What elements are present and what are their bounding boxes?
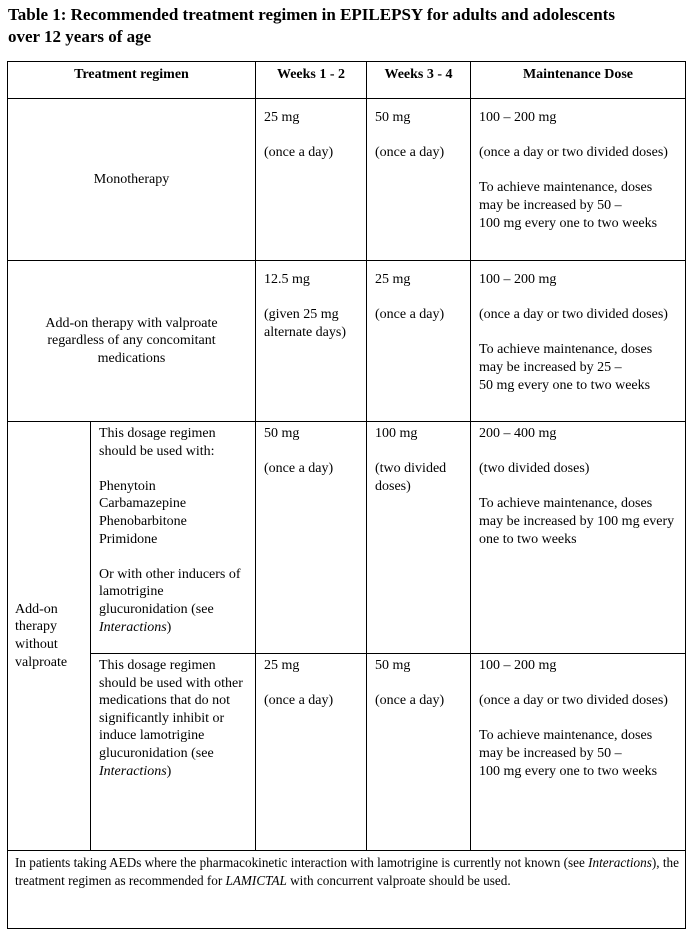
header-maintenance: Maintenance Dose (471, 62, 686, 99)
footnote: In patients taking AEDs where the pharmacokinetic interaction with lamotrigine is currently not known (see Interactions), the treatment regimen as recommended for LAMICTAL with concurrent valproate should be used. (8, 851, 686, 929)
maintenance-cell: 200 – 400 mg (two divided doses) To achieve maintenance, doses may be increased by 100 mg every one to two weeks (471, 422, 686, 654)
header-regimen: Treatment regimen (8, 62, 256, 99)
weeks-1-2-cell: 25 mg (once a day) (256, 654, 367, 851)
neutral-description: This dosage regimen should be used with other medications that do not significantly inhibit or induce lamotrigine glucuronidation (see Interactions) (91, 654, 256, 851)
table-row-footnote (8, 851, 686, 929)
table-row-neutral (8, 654, 686, 851)
weeks-3-4-cell: 25 mg (once a day) (367, 261, 471, 422)
header-weeks-3-4: Weeks 3 - 4 (367, 62, 471, 99)
header-row (8, 62, 686, 99)
table-row-inducers (8, 422, 686, 654)
regimen-table (7, 61, 686, 929)
header-weeks-1-2: Weeks 1 - 2 (256, 62, 367, 99)
inducer-drug-list (99, 478, 249, 548)
table-caption (8, 4, 688, 48)
list-item: Primidone (99, 531, 158, 547)
maintenance-cell: 100 – 200 mg (once a day or two divided doses) To achieve maintenance, doses may be increased by 50 – 100 mg every one to two weeks (471, 99, 686, 261)
weeks-1-2-cell: 12.5 mg (given 25 mg alternate days) (256, 261, 367, 422)
list-item: Phenobarbitone (99, 513, 187, 529)
table-row-monotherapy (8, 99, 686, 261)
weeks-1-2-cell: 25 mg (once a day) (256, 99, 367, 261)
caption-line-2: over 12 years of age (8, 27, 152, 46)
weeks-3-4-cell: 50 mg (once a day) (367, 654, 471, 851)
weeks-3-4-cell: 100 mg (two divided doses) (367, 422, 471, 654)
maintenance-cell: 100 – 200 mg (once a day or two divided doses) To achieve maintenance, doses may be increased by 50 – 100 mg every one to two weeks (471, 654, 686, 851)
caption-line-1: Table 1: Recommended treatment regimen in EPILEPSY for adults and adolescents (8, 5, 615, 24)
inducers-other-note: Or with other inducers of lamotrigine glucuronidation (see Interactions) (99, 566, 241, 635)
regimen-without-valproate: Add-on therapy without valproate (8, 422, 91, 851)
table-row-with-valproate (8, 261, 686, 422)
regimen-monotherapy: Monotherapy (8, 99, 256, 261)
maintenance-cell: 100 – 200 mg (once a day or two divided doses) To achieve maintenance, doses may be increased by 25 – 50 mg every one to two weeks (471, 261, 686, 422)
regimen-with-valproate: Add-on therapy with valproate regardless of any concomitant medications (8, 261, 256, 422)
inducers-description: This dosage regimen should be used with: Phenytoin Carbamazepine Phenobarbitone Primidone Or with other inducers of lamotrigine glucuronidation (see Interactions) (91, 422, 256, 654)
list-item: Phenytoin (99, 478, 156, 494)
weeks-3-4-cell: 50 mg (once a day) (367, 99, 471, 261)
list-item: Carbamazepine (99, 496, 187, 512)
weeks-1-2-cell: 50 mg (once a day) (256, 422, 367, 654)
